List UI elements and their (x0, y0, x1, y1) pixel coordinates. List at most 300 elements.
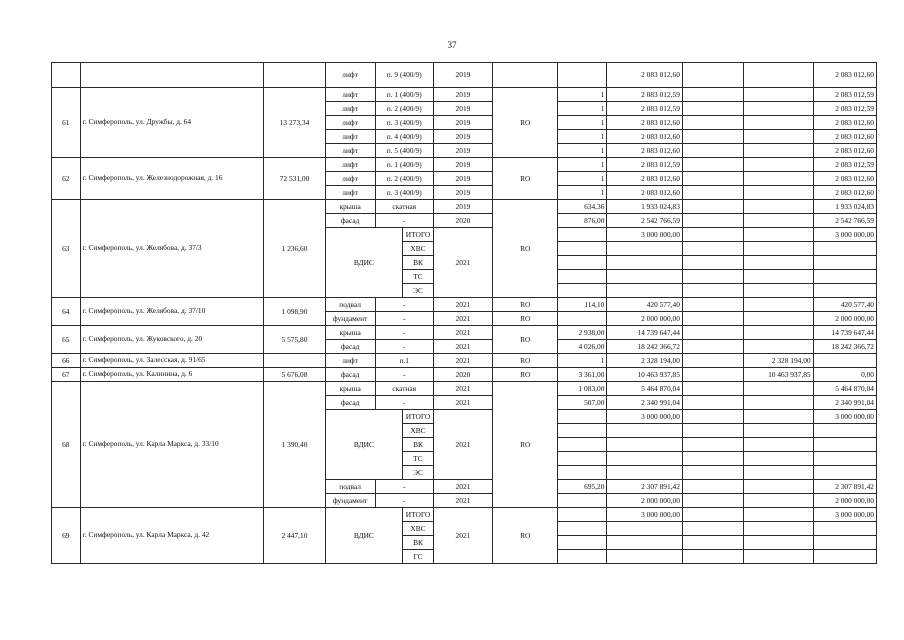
cost: 420 577,40 (607, 298, 683, 312)
funding: RO (493, 326, 558, 354)
table-row (52, 158, 877, 172)
work-detail: - (375, 368, 433, 382)
work-detail: п. 3 (400/9) (375, 116, 433, 130)
col-11 (744, 298, 813, 312)
col-11 (744, 340, 813, 354)
cost (607, 424, 683, 438)
quantity (558, 466, 607, 480)
work-type: ВДИС (325, 410, 403, 480)
work-detail: п. 9 (400/9) (375, 63, 433, 88)
total (813, 466, 876, 480)
work-detail: ГС (403, 550, 434, 564)
work-type: фасад (325, 340, 375, 354)
funding: RO (493, 368, 558, 382)
quantity: 1 (558, 186, 607, 200)
cost: 3 000 000,00 (607, 508, 683, 522)
cost: 2 083 012,60 (607, 63, 683, 88)
cost: 2 328 194,00 (607, 354, 683, 368)
col-10 (682, 368, 743, 382)
year: 2021 (433, 326, 492, 340)
work-detail: ИТОГО (403, 228, 434, 242)
col-10 (682, 130, 743, 144)
col-10 (682, 536, 743, 550)
work-detail: - (375, 340, 433, 354)
capital-repair-table (51, 62, 877, 564)
col-11 (744, 228, 813, 242)
col-10 (682, 480, 743, 494)
total: 2 000 000,00 (813, 494, 876, 508)
quantity: 3 361,00 (558, 368, 607, 382)
col-10 (682, 396, 743, 410)
total (813, 452, 876, 466)
work-detail: - (375, 326, 433, 340)
col-10 (682, 410, 743, 424)
col-10 (682, 228, 743, 242)
work-detail: - (375, 494, 433, 508)
row-number: 67 (52, 368, 81, 382)
col-11 (744, 200, 813, 214)
work-detail: п.1 (375, 354, 433, 368)
col-11 (744, 270, 813, 284)
col-10 (682, 270, 743, 284)
col-10 (682, 298, 743, 312)
col-11 (744, 508, 813, 522)
col-11 (744, 536, 813, 550)
work-type: подвал (325, 298, 375, 312)
cost: 14 739 647,44 (607, 326, 683, 340)
year: 2019 (433, 200, 492, 214)
work-detail: п. 5 (400/9) (375, 144, 433, 158)
cost: 2 000 000,00 (607, 312, 683, 326)
col-11 (744, 522, 813, 536)
total: 2 083 012,59 (813, 102, 876, 116)
work-type: крыша (325, 326, 375, 340)
row-number: 66 (52, 354, 81, 368)
work-type: лифт (325, 102, 375, 116)
quantity: 1 (558, 102, 607, 116)
quantity (558, 410, 607, 424)
work-type: ВДИС (325, 228, 403, 298)
table-row (52, 298, 877, 312)
work-detail: ВК (403, 438, 434, 452)
col-11 (744, 494, 813, 508)
year: 2019 (433, 116, 492, 130)
cost: 2 083 012,60 (607, 186, 683, 200)
col-10 (682, 550, 743, 564)
quantity: 876,00 (558, 214, 607, 228)
cost: 2 083 012,60 (607, 172, 683, 186)
cost: 2 083 012,60 (607, 144, 683, 158)
area: 5 575,80 (264, 326, 325, 354)
col-11: 10 463 937,85 (744, 368, 813, 382)
year: 2021 (433, 298, 492, 312)
col-10 (682, 452, 743, 466)
col-10 (682, 172, 743, 186)
cost: 2 083 012,60 (607, 130, 683, 144)
col-11: 2 328 194,00 (744, 354, 813, 368)
work-detail: ТС (403, 270, 434, 284)
quantity: 1 (558, 88, 607, 102)
address: г. Симферополь, ул. Желябова, д. 37/3 (80, 200, 264, 298)
col-10 (682, 256, 743, 270)
work-detail: - (375, 214, 433, 228)
quantity (558, 312, 607, 326)
funding: RO (493, 508, 558, 564)
quantity (558, 256, 607, 270)
total (813, 270, 876, 284)
quantity: 1 (558, 158, 607, 172)
total: 2 340 991,04 (813, 396, 876, 410)
cost: 2 340 991,04 (607, 396, 683, 410)
work-detail: - (375, 396, 433, 410)
col-11 (744, 424, 813, 438)
col-10 (682, 144, 743, 158)
col-11 (744, 242, 813, 256)
address: г. Симферополь, ул. Карла Маркса, д. 42 (80, 508, 264, 564)
cost (607, 256, 683, 270)
work-type: подвал (325, 480, 375, 494)
quantity (558, 550, 607, 564)
col-11 (744, 144, 813, 158)
quantity: 2 938,00 (558, 326, 607, 340)
col-10 (682, 158, 743, 172)
work-detail: п. 3 (400/9) (375, 186, 433, 200)
col-10 (682, 382, 743, 396)
col-10 (682, 340, 743, 354)
row-number: 65 (52, 326, 81, 354)
work-type: фасад (325, 396, 375, 410)
year: 2019 (433, 130, 492, 144)
cost: 1 933 024,83 (607, 200, 683, 214)
cost (607, 284, 683, 298)
area (264, 354, 325, 368)
work-detail: скатная (375, 200, 433, 214)
total: 18 242 366,72 (813, 340, 876, 354)
quantity (558, 508, 607, 522)
total (813, 424, 876, 438)
col-11 (744, 326, 813, 340)
col-10 (682, 466, 743, 480)
cost (607, 452, 683, 466)
total: 2 542 766,59 (813, 214, 876, 228)
col-11 (744, 284, 813, 298)
total (813, 536, 876, 550)
table-row (52, 508, 877, 522)
row-number: 64 (52, 298, 81, 326)
total: 2 083 012,59 (813, 88, 876, 102)
year: 2021 (433, 354, 492, 368)
year: 2020 (433, 368, 492, 382)
work-detail: ХВС (403, 522, 434, 536)
table-row (52, 63, 877, 88)
total: 3 000 000,00 (813, 228, 876, 242)
total: 2 083 012,60 (813, 116, 876, 130)
cost (607, 466, 683, 480)
address: г. Симферополь, ул. Дружбы, д. 64 (80, 88, 264, 158)
col-11 (744, 186, 813, 200)
work-type: фундамент (325, 494, 375, 508)
col-11 (744, 312, 813, 326)
row-number: 69 (52, 508, 81, 564)
work-detail: ЭС (403, 284, 434, 298)
year: 2019 (433, 63, 492, 88)
quantity (558, 228, 607, 242)
quantity (558, 452, 607, 466)
work-type: лифт (325, 172, 375, 186)
table-row (52, 88, 877, 102)
total: 1 933 024,83 (813, 200, 876, 214)
col-10 (682, 354, 743, 368)
year: 2019 (433, 144, 492, 158)
year: 2021 (433, 494, 492, 508)
row-number: 63 (52, 200, 81, 298)
work-type: крыша (325, 200, 375, 214)
address: г. Симферополь, ул. Железнодорожная, д. 16 (80, 158, 264, 200)
col-11 (744, 158, 813, 172)
work-type: ВДИС (325, 508, 403, 564)
address: г. Симферополь, ул. Жуковского, д. 20 (80, 326, 264, 354)
col-11 (744, 382, 813, 396)
quantity: 695,20 (558, 480, 607, 494)
cost: 5 464 870,04 (607, 382, 683, 396)
address: г. Симферополь, ул. Желябова, д. 37/10 (80, 298, 264, 326)
total (813, 242, 876, 256)
year: 2021 (433, 410, 492, 480)
work-detail: п. 2 (400/9) (375, 172, 433, 186)
area: 72 531,00 (264, 158, 325, 200)
total: 2 083 012,60 (813, 130, 876, 144)
quantity: 114,10 (558, 298, 607, 312)
col-10 (682, 63, 743, 88)
area: 13 273,34 (264, 88, 325, 158)
total: 3 000 000,00 (813, 508, 876, 522)
year: 2019 (433, 102, 492, 116)
funding: RO (493, 158, 558, 200)
work-detail: п. 4 (400/9) (375, 130, 433, 144)
col-10 (682, 438, 743, 452)
col-10 (682, 508, 743, 522)
quantity (558, 242, 607, 256)
col-11 (744, 550, 813, 564)
cost: 2 542 766,59 (607, 214, 683, 228)
cost: 3 000 000,00 (607, 410, 683, 424)
year: 2021 (433, 396, 492, 410)
funding: RO (493, 312, 558, 326)
year: 2020 (433, 214, 492, 228)
cost: 2 083 012,59 (607, 88, 683, 102)
work-detail: ИТОГО (403, 410, 434, 424)
total: 2 083 012,60 (813, 63, 876, 88)
total: 2 083 012,59 (813, 158, 876, 172)
address: г. Симферополь, ул. Карла Маркса, д. 33/10 (80, 382, 264, 508)
cell-empty (80, 63, 264, 88)
row-number: 61 (52, 88, 81, 158)
area: 5 676,08 (264, 368, 325, 382)
work-type: лифт (325, 63, 375, 88)
total: 420 577,40 (813, 298, 876, 312)
work-type: лифт (325, 130, 375, 144)
work-detail: ВК (403, 536, 434, 550)
total: 2 083 012,60 (813, 186, 876, 200)
cost (607, 550, 683, 564)
work-type: фасад (325, 368, 375, 382)
year: 2019 (433, 158, 492, 172)
col-11 (744, 452, 813, 466)
quantity: 634,36 (558, 200, 607, 214)
col-11 (744, 116, 813, 130)
total (813, 550, 876, 564)
quantity (558, 284, 607, 298)
col-10 (682, 200, 743, 214)
col-11 (744, 396, 813, 410)
quantity (558, 494, 607, 508)
quantity (558, 63, 607, 88)
table-row (52, 382, 877, 396)
work-detail: ХВС (403, 424, 434, 438)
total: 2 083 012,60 (813, 144, 876, 158)
col-11 (744, 480, 813, 494)
total: 14 739 647,44 (813, 326, 876, 340)
work-detail: ВК (403, 256, 434, 270)
area: 2 447,10 (264, 508, 325, 564)
quantity (558, 522, 607, 536)
col-10 (682, 494, 743, 508)
funding: RO (493, 200, 558, 298)
col-11 (744, 214, 813, 228)
quantity: 1 (558, 130, 607, 144)
year: 2021 (433, 382, 492, 396)
col-10 (682, 88, 743, 102)
work-type: лифт (325, 144, 375, 158)
work-detail: ЭС (403, 466, 434, 480)
total: 5 464 870,04 (813, 382, 876, 396)
col-11 (744, 88, 813, 102)
quantity (558, 424, 607, 438)
cell-empty (52, 63, 81, 88)
year: 2021 (433, 340, 492, 354)
col-11 (744, 466, 813, 480)
cost (607, 522, 683, 536)
col-10 (682, 326, 743, 340)
cost: 3 000 000,00 (607, 228, 683, 242)
table-row (52, 326, 877, 340)
total: 2 083 012,60 (813, 172, 876, 186)
quantity: 1 (558, 116, 607, 130)
work-detail: ИТОГО (403, 508, 434, 522)
col-10 (682, 284, 743, 298)
work-detail: скатная (375, 382, 433, 396)
work-detail: ТС (403, 452, 434, 466)
year: 2021 (433, 508, 492, 564)
work-type: фундамент (325, 312, 375, 326)
total: 0,00 (813, 368, 876, 382)
col-10 (682, 116, 743, 130)
total (813, 438, 876, 452)
col-11 (744, 256, 813, 270)
cost (607, 536, 683, 550)
cost (607, 438, 683, 452)
col-11 (744, 438, 813, 452)
cost: 2 307 891,42 (607, 480, 683, 494)
year: 2019 (433, 88, 492, 102)
col-10 (682, 102, 743, 116)
table-row (52, 354, 877, 368)
col-10 (682, 242, 743, 256)
quantity (558, 438, 607, 452)
address: г. Симферополь, ул. Залесская, д. 91/65 (80, 354, 264, 368)
cost (607, 270, 683, 284)
year: 2021 (433, 480, 492, 494)
total (813, 354, 876, 368)
work-type: лифт (325, 158, 375, 172)
year: 2021 (433, 228, 492, 298)
total: 2 000 000,00 (813, 312, 876, 326)
col-11 (744, 172, 813, 186)
work-detail: п. 1 (400/9) (375, 88, 433, 102)
col-11 (744, 410, 813, 424)
funding: RO (493, 298, 558, 312)
cost: 2 083 012,59 (607, 158, 683, 172)
funding: RO (493, 88, 558, 158)
cost: 10 463 937,85 (607, 368, 683, 382)
quantity: 1 (558, 172, 607, 186)
col-10 (682, 214, 743, 228)
col-11 (744, 130, 813, 144)
area: 1 390,40 (264, 382, 325, 508)
quantity: 1 (558, 354, 607, 368)
total (813, 522, 876, 536)
cost: 2 083 012,60 (607, 116, 683, 130)
work-detail: п. 2 (400/9) (375, 102, 433, 116)
work-detail: ХВС (403, 242, 434, 256)
page-number: 37 (447, 40, 457, 50)
work-type: лифт (325, 186, 375, 200)
work-type: крыша (325, 382, 375, 396)
table-row (52, 200, 877, 214)
total (813, 284, 876, 298)
col-11 (744, 102, 813, 116)
row-number: 62 (52, 158, 81, 200)
work-detail: - (375, 298, 433, 312)
col-10 (682, 312, 743, 326)
cell-empty (264, 63, 325, 88)
cost: 2 083 012,59 (607, 102, 683, 116)
year: 2021 (433, 312, 492, 326)
funding (493, 63, 558, 88)
area: 1 098,90 (264, 298, 325, 326)
quantity (558, 270, 607, 284)
quantity: 1 (558, 144, 607, 158)
work-detail: - (375, 312, 433, 326)
work-type: лифт (325, 354, 375, 368)
quantity: 507,00 (558, 396, 607, 410)
total: 2 307 891,42 (813, 480, 876, 494)
quantity: 1 083,00 (558, 382, 607, 396)
quantity: 4 026,00 (558, 340, 607, 354)
work-type: лифт (325, 116, 375, 130)
col-10 (682, 522, 743, 536)
address: г. Симферополь, ул. Калинина, д. 6 (80, 368, 264, 382)
year: 2019 (433, 186, 492, 200)
col-10 (682, 424, 743, 438)
work-detail: - (375, 480, 433, 494)
area: 1 236,60 (264, 200, 325, 298)
work-type: лифт (325, 88, 375, 102)
quantity (558, 536, 607, 550)
total (813, 256, 876, 270)
row-number: 68 (52, 382, 81, 508)
col-11 (744, 63, 813, 88)
